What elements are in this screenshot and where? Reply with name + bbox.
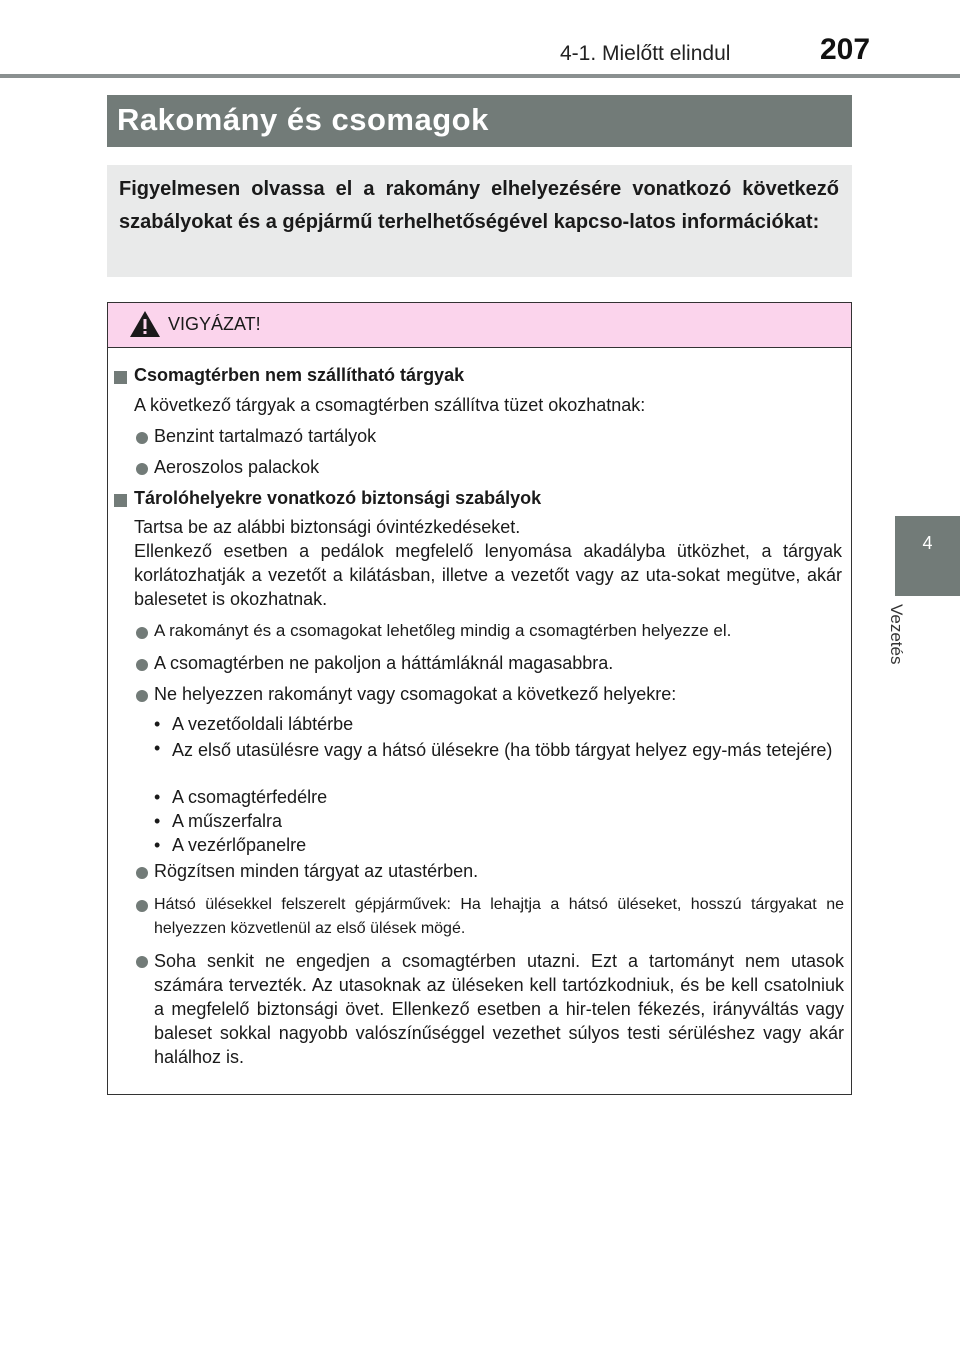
section-heading: Tárolóhelyekre vonatkozó biztonsági szabályok bbox=[134, 488, 542, 508]
chapter-label bbox=[887, 604, 928, 684]
page-number: 207 bbox=[820, 33, 871, 66]
section-heading: Csomagtérben nem szállítható tárgyak bbox=[134, 365, 465, 385]
sub-list-item: Az első utasülésre vagy a hátsó ülésekre (ha több tárgyat helyez egy-más tetejére) bbox=[172, 740, 833, 760]
bullet-dot-icon bbox=[136, 659, 148, 671]
warning-box bbox=[107, 302, 852, 1095]
sub-bullet-mark: • bbox=[154, 835, 161, 855]
list-item: Benzint tartalmazó tartályok bbox=[154, 426, 377, 446]
chapter-number: 4 bbox=[922, 533, 933, 553]
bullet-dot-icon bbox=[136, 627, 148, 639]
list-item: Hátsó ülésekkel felszerelt gépjárművek: Ha lehajtja a hátsó üléseket, hosszú tárgyakat ne helyezzen közvetlenül az első ülések mögé. bbox=[154, 896, 844, 937]
intro-text: Figyelmesen olvassa el a rakomány elhelyezésére vonatkozó következő szabályokat és a gépjármű terhelhetőségével kapcso-latos információkat: bbox=[119, 178, 839, 233]
list-item: Rögzítsen minden tárgyat az utastérben. bbox=[154, 861, 479, 881]
list-item: A csomagtérben ne pakoljon a háttámláknál magasabbra. bbox=[154, 653, 614, 673]
chapter-tab bbox=[895, 516, 960, 596]
bullet-dot-icon bbox=[136, 463, 148, 475]
warning-triangle-icon bbox=[128, 309, 162, 339]
bullet-dot-icon bbox=[136, 900, 148, 912]
header-section-title: 4-1. Mielőtt elindul bbox=[560, 42, 731, 65]
intro-box bbox=[107, 165, 852, 277]
sub-bullet-mark: • bbox=[154, 714, 161, 734]
list-item: Aeroszolos palackok bbox=[154, 457, 320, 477]
list-item: Soha senkit ne engedjen a csomagtérben utazni. Ezt a tartományt nem utasok számára tervezték. Az utasoknak az üléseken kell tartózkodniuk, és be kell csatolniuk a megfelelő biztonsági övet. Ellenkező esetben a hir-telen fékezés, irányváltás vagy baleset sokkal nagyobb valószínűséggel vezethet súlyos testi sérüléshez vagy akár halálhoz is. bbox=[154, 951, 844, 1067]
section-marker-icon bbox=[114, 494, 127, 507]
bullet-dot-icon bbox=[136, 432, 148, 444]
sub-list-item: A vezetőoldali lábtérbe bbox=[172, 714, 354, 734]
sub-bullet-mark: • bbox=[154, 787, 161, 807]
sub-list-item: A műszerfalra bbox=[172, 811, 283, 831]
bullet-dot-icon bbox=[136, 690, 148, 702]
page-title: Rakomány és csomagok bbox=[117, 102, 489, 137]
sub-list-item: A csomagtérfedélre bbox=[172, 787, 328, 807]
warning-header bbox=[108, 303, 851, 348]
list-item: A rakományt és a csomagokat lehetőleg mindig a csomagtérben helyezze el. bbox=[154, 621, 732, 640]
list-item: Ne helyezzen rakományt vagy csomagokat a következő helyekre: bbox=[154, 684, 677, 704]
sub-list-item: A vezérlőpanelre bbox=[172, 835, 307, 855]
page-title-bar bbox=[107, 95, 852, 147]
bullet-dot-icon bbox=[136, 867, 148, 879]
header-rule bbox=[0, 74, 960, 78]
bullet-dot-icon bbox=[136, 956, 148, 968]
section-marker-icon bbox=[114, 371, 127, 384]
section-lead: Tartsa be az alábbi biztonsági óvintézkedéseket. bbox=[134, 517, 521, 537]
sub-bullet-mark: • bbox=[154, 811, 161, 831]
section-paragraph: Ellenkező esetben a pedálok megfelelő lenyomása akadályba ütközhet, a tárgyak korlátozhatják a vezetőt a kilátásban, illetve a vezetőt vagy az uta-sokat megütve, akár balesetet is okozhatnak. bbox=[134, 541, 842, 609]
sub-bullet-mark: • bbox=[154, 738, 161, 758]
warning-label: VIGYÁZAT! bbox=[168, 314, 261, 334]
section-lead: A következő tárgyak a csomagtérben szállítva tüzet okozhatnak: bbox=[134, 395, 646, 415]
chapter-label-text: Vezetés bbox=[887, 604, 906, 665]
